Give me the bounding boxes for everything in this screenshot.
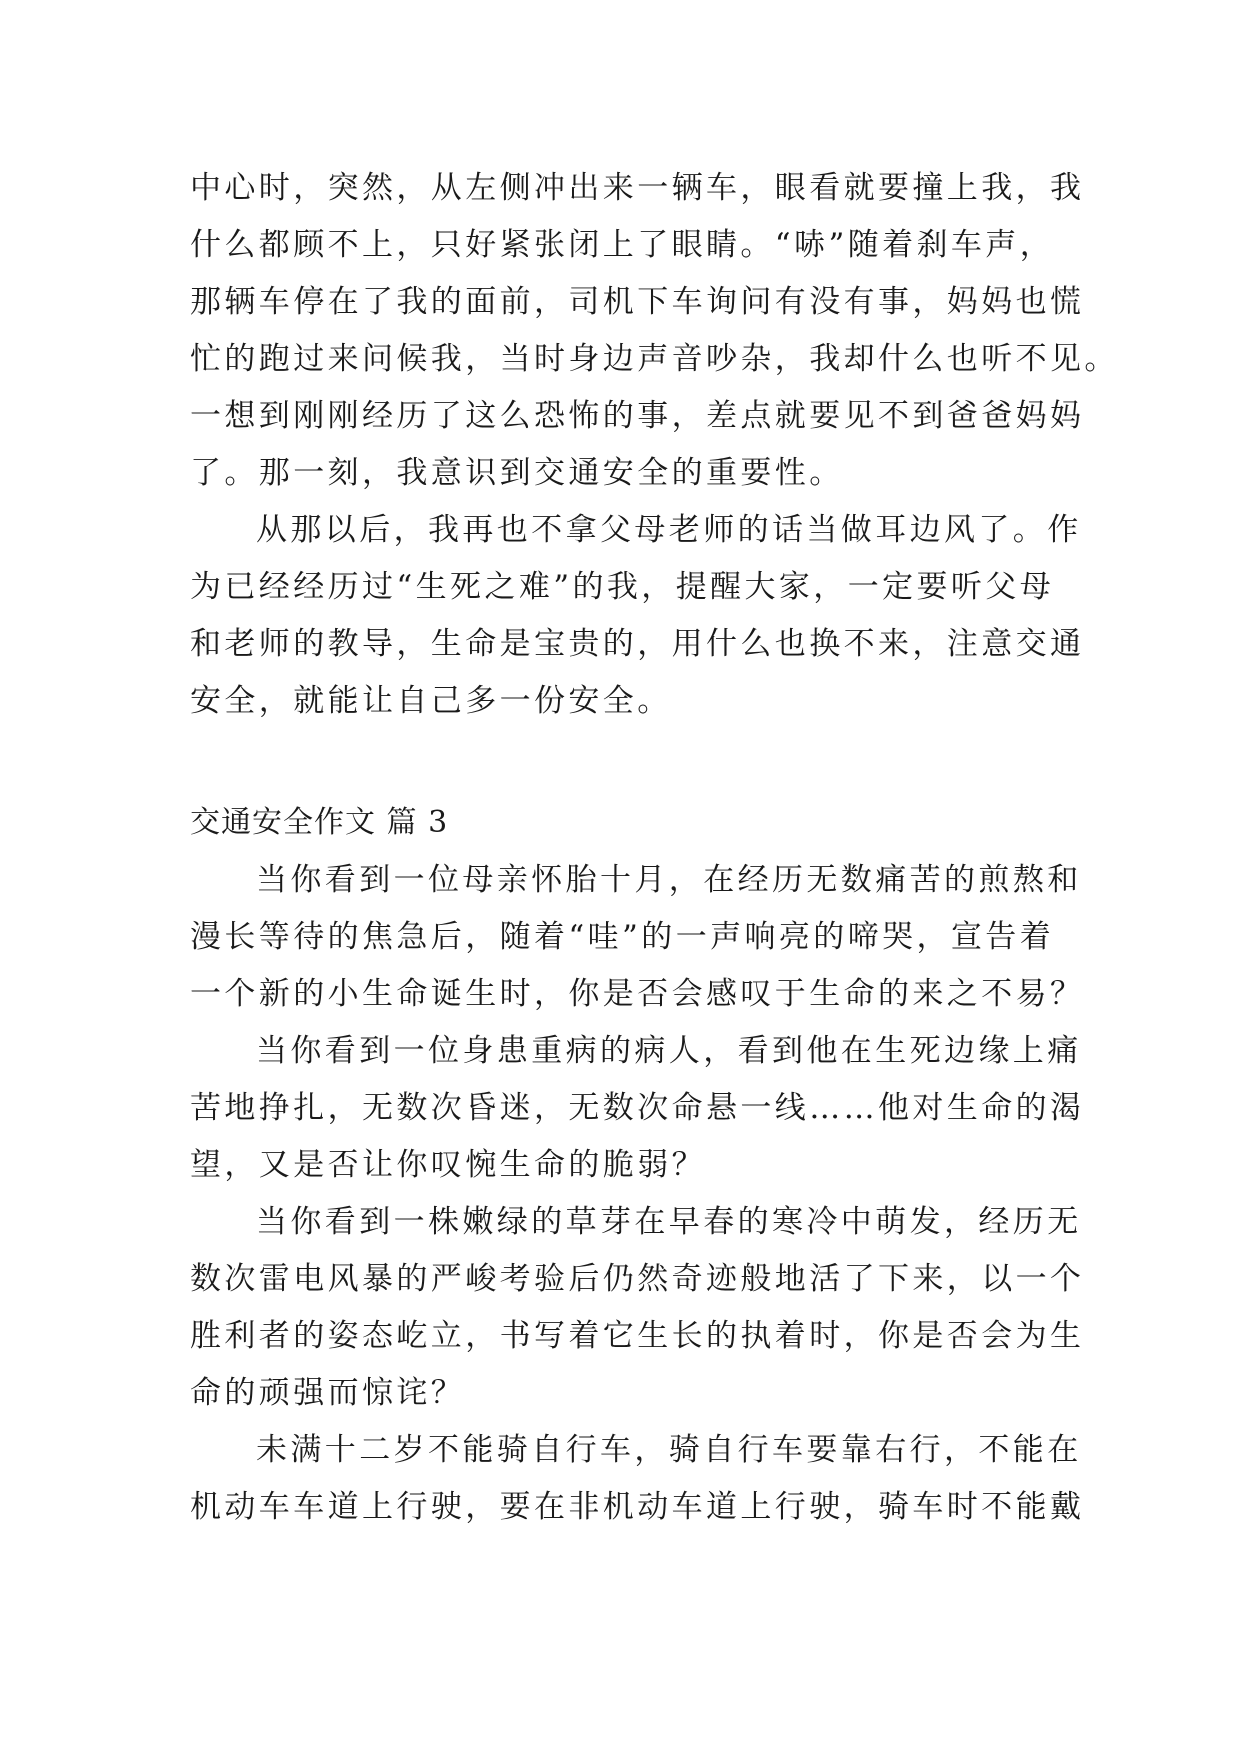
paragraph-line: 和老师的教导，生命是宝贵的，用什么也换不来，注意交通 (190, 626, 1085, 662)
paragraph-line: 当你看到一位母亲怀胎十月，在经历无数痛苦的煎熬和 (256, 862, 1082, 898)
paragraph-line: 安全，就能让自己多一份安全。 (190, 683, 672, 719)
section-heading: 交通安全作文 篇 3 (190, 805, 449, 840)
paragraph-line: 那辆车停在了我的面前，司机下车询问有没有事，妈妈也慌 (190, 284, 1085, 320)
paragraph-line: 机动车车道上行驶，要在非机动车道上行驶，骑车时不能戴 (190, 1489, 1085, 1525)
paragraph-line: 什么都顾不上，只好紧张闭上了眼睛。“哧”随着刹车声， (190, 227, 1055, 263)
paragraph-line: 当你看到一株嫩绿的草芽在早春的寒冷中萌发，经历无 (256, 1204, 1082, 1240)
paragraph-line: 忙的跑过来问候我，当时身边声音吵杂，我却什么也听不见。 (190, 341, 1119, 377)
paragraph-line: 未满十二岁不能骑自行车，骑自行车要靠右行，不能在 (256, 1432, 1082, 1468)
paragraph-line: 数次雷电风暴的严峻考验后仍然奇迹般地活了下来，以一个 (190, 1261, 1085, 1297)
paragraph-line: 为已经经历过“生死之难”的我，提醒大家，一定要听父母 (190, 569, 1055, 605)
paragraph-line: 胜利者的姿态屹立，书写着它生长的执着时，你是否会为生 (190, 1318, 1085, 1354)
paragraph-line: 一想到刚刚经历了这么恐怖的事，差点就要见不到爸爸妈妈 (190, 398, 1085, 434)
paragraph-line: 命的顽强而惊诧？ (190, 1375, 466, 1411)
paragraph-line: 一个新的小生命诞生时，你是否会感叹于生命的来之不易？ (190, 976, 1085, 1012)
paragraph-line: 中心时，突然，从左侧冲出来一辆车，眼看就要撞上我，我 (190, 170, 1085, 206)
paragraph-line: 了。那一刻，我意识到交通安全的重要性。 (190, 455, 844, 491)
paragraph-line: 从那以后，我再也不拿父母老师的话当做耳边风了。作 (256, 512, 1082, 548)
paragraph-line: 当你看到一位身患重病的病人，看到他在生死边缘上痛 (256, 1033, 1082, 1069)
paragraph-line: 漫长等待的焦急后，随着“哇”的一声响亮的啼哭，宣告着 (190, 919, 1055, 955)
paragraph-line: 苦地挣扎，无数次昏迷，无数次命悬一线……他对生命的渴 (190, 1090, 1085, 1126)
paragraph-line: 望，又是否让你叹惋生命的脆弱？ (190, 1147, 706, 1183)
